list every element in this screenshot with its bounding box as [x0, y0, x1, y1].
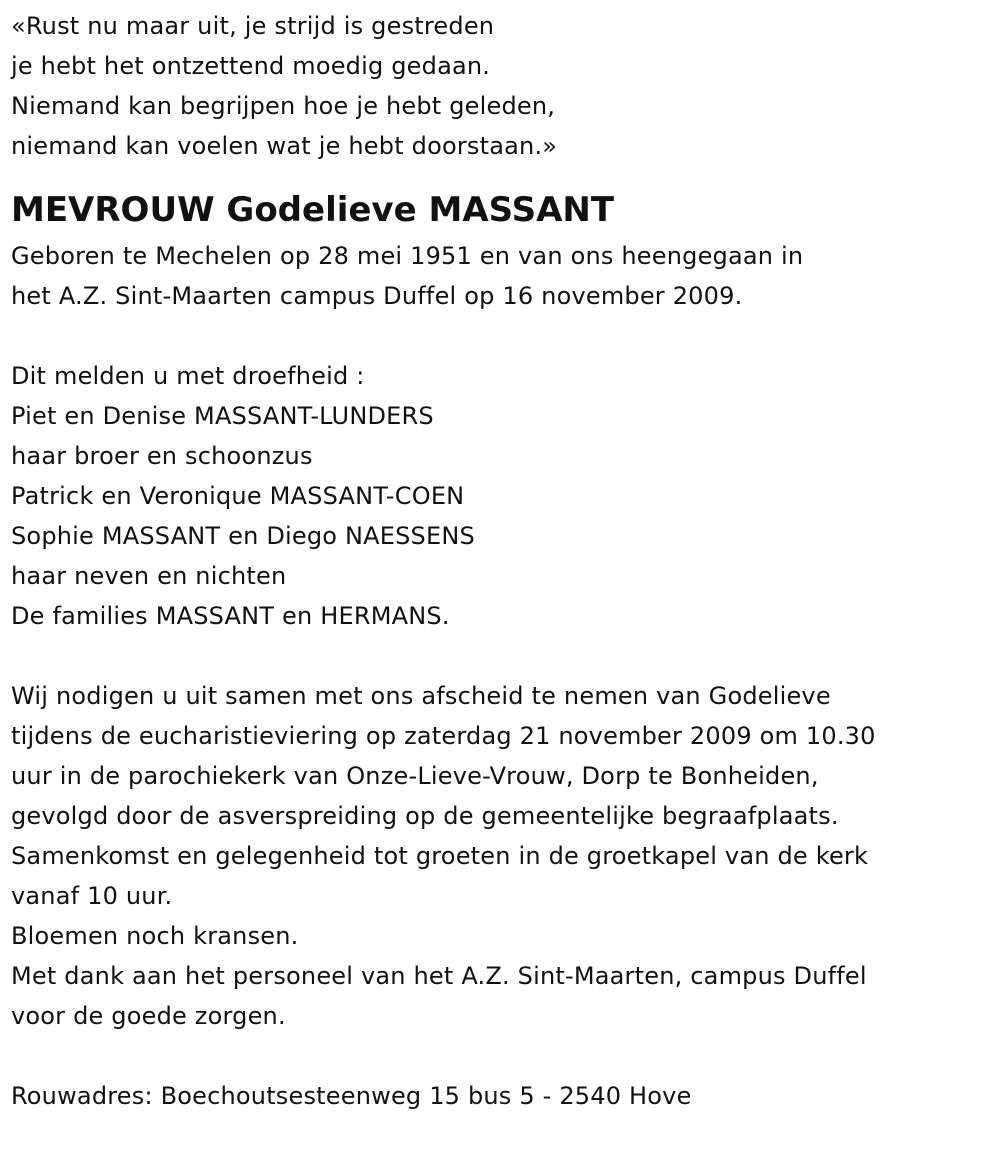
invitation-line: uur in de parochiekerk van Onze-Lieve-Vrouw, Dorp te Bonheiden,: [11, 762, 819, 790]
invitation-line: tijdens de eucharistieviering op zaterdag 21 november 2009 om 10.30: [11, 722, 876, 750]
family-line: De families MASSANT en HERMANS.: [11, 602, 450, 630]
invitation-line: Met dank aan het personeel van het A.Z. Sint-Maarten, campus Duffel: [11, 962, 867, 990]
poem-line: niemand kan voelen wat je hebt doorstaan.»: [11, 132, 558, 160]
spacer: [11, 1036, 1000, 1076]
invitation-block: [11, 676, 1000, 1036]
family-line: Sophie MASSANT en Diego NAESSENS: [11, 522, 475, 550]
family-line: haar neven en nichten: [11, 562, 287, 590]
family-line: haar broer en schoonzus: [11, 442, 313, 470]
poem-line: Niemand kan begrijpen hoe je hebt geleden,: [11, 92, 556, 120]
invitation-line: vanaf 10 uur.: [11, 882, 173, 910]
family-block: [11, 356, 1000, 636]
deceased-name-title: MEVROUW Godelieve MASSANT: [11, 190, 615, 230]
mourning-address: Rouwadres: Boechoutsesteenweg 15 bus 5 - 2540 Hove: [11, 1082, 692, 1110]
invitation-line: voor de goede zorgen.: [11, 1002, 286, 1030]
poem-line: je hebt het ontzettend moedig gedaan.: [11, 52, 491, 80]
invitation-line: Wij nodigen u uit samen met ons afscheid te nemen van Godelieve: [11, 682, 831, 710]
birth-death-block: [11, 236, 1000, 316]
invitation-line: gevolgd door de asverspreiding op de gemeentelijke begraafplaats.: [11, 802, 839, 830]
invitation-line: Bloemen noch kransen.: [11, 922, 299, 950]
family-line: Patrick en Veronique MASSANT-COEN: [11, 482, 465, 510]
family-line: Dit melden u met droefheid :: [11, 362, 365, 390]
birth-death-line: Geboren te Mechelen op 28 mei 1951 en van ons heengegaan in: [11, 242, 804, 270]
spacer: [11, 636, 1000, 676]
birth-death-line: het A.Z. Sint-Maarten campus Duffel op 16 november 2009.: [11, 282, 743, 310]
invitation-line: Samenkomst en gelegenheid tot groeten in de groetkapel van de kerk: [11, 842, 869, 870]
spacer: [11, 316, 1000, 356]
poem-block: [11, 6, 1000, 166]
family-line: Piet en Denise MASSANT-LUNDERS: [11, 402, 434, 430]
poem-line: «Rust nu maar uit, je strijd is gestreden: [11, 12, 495, 40]
